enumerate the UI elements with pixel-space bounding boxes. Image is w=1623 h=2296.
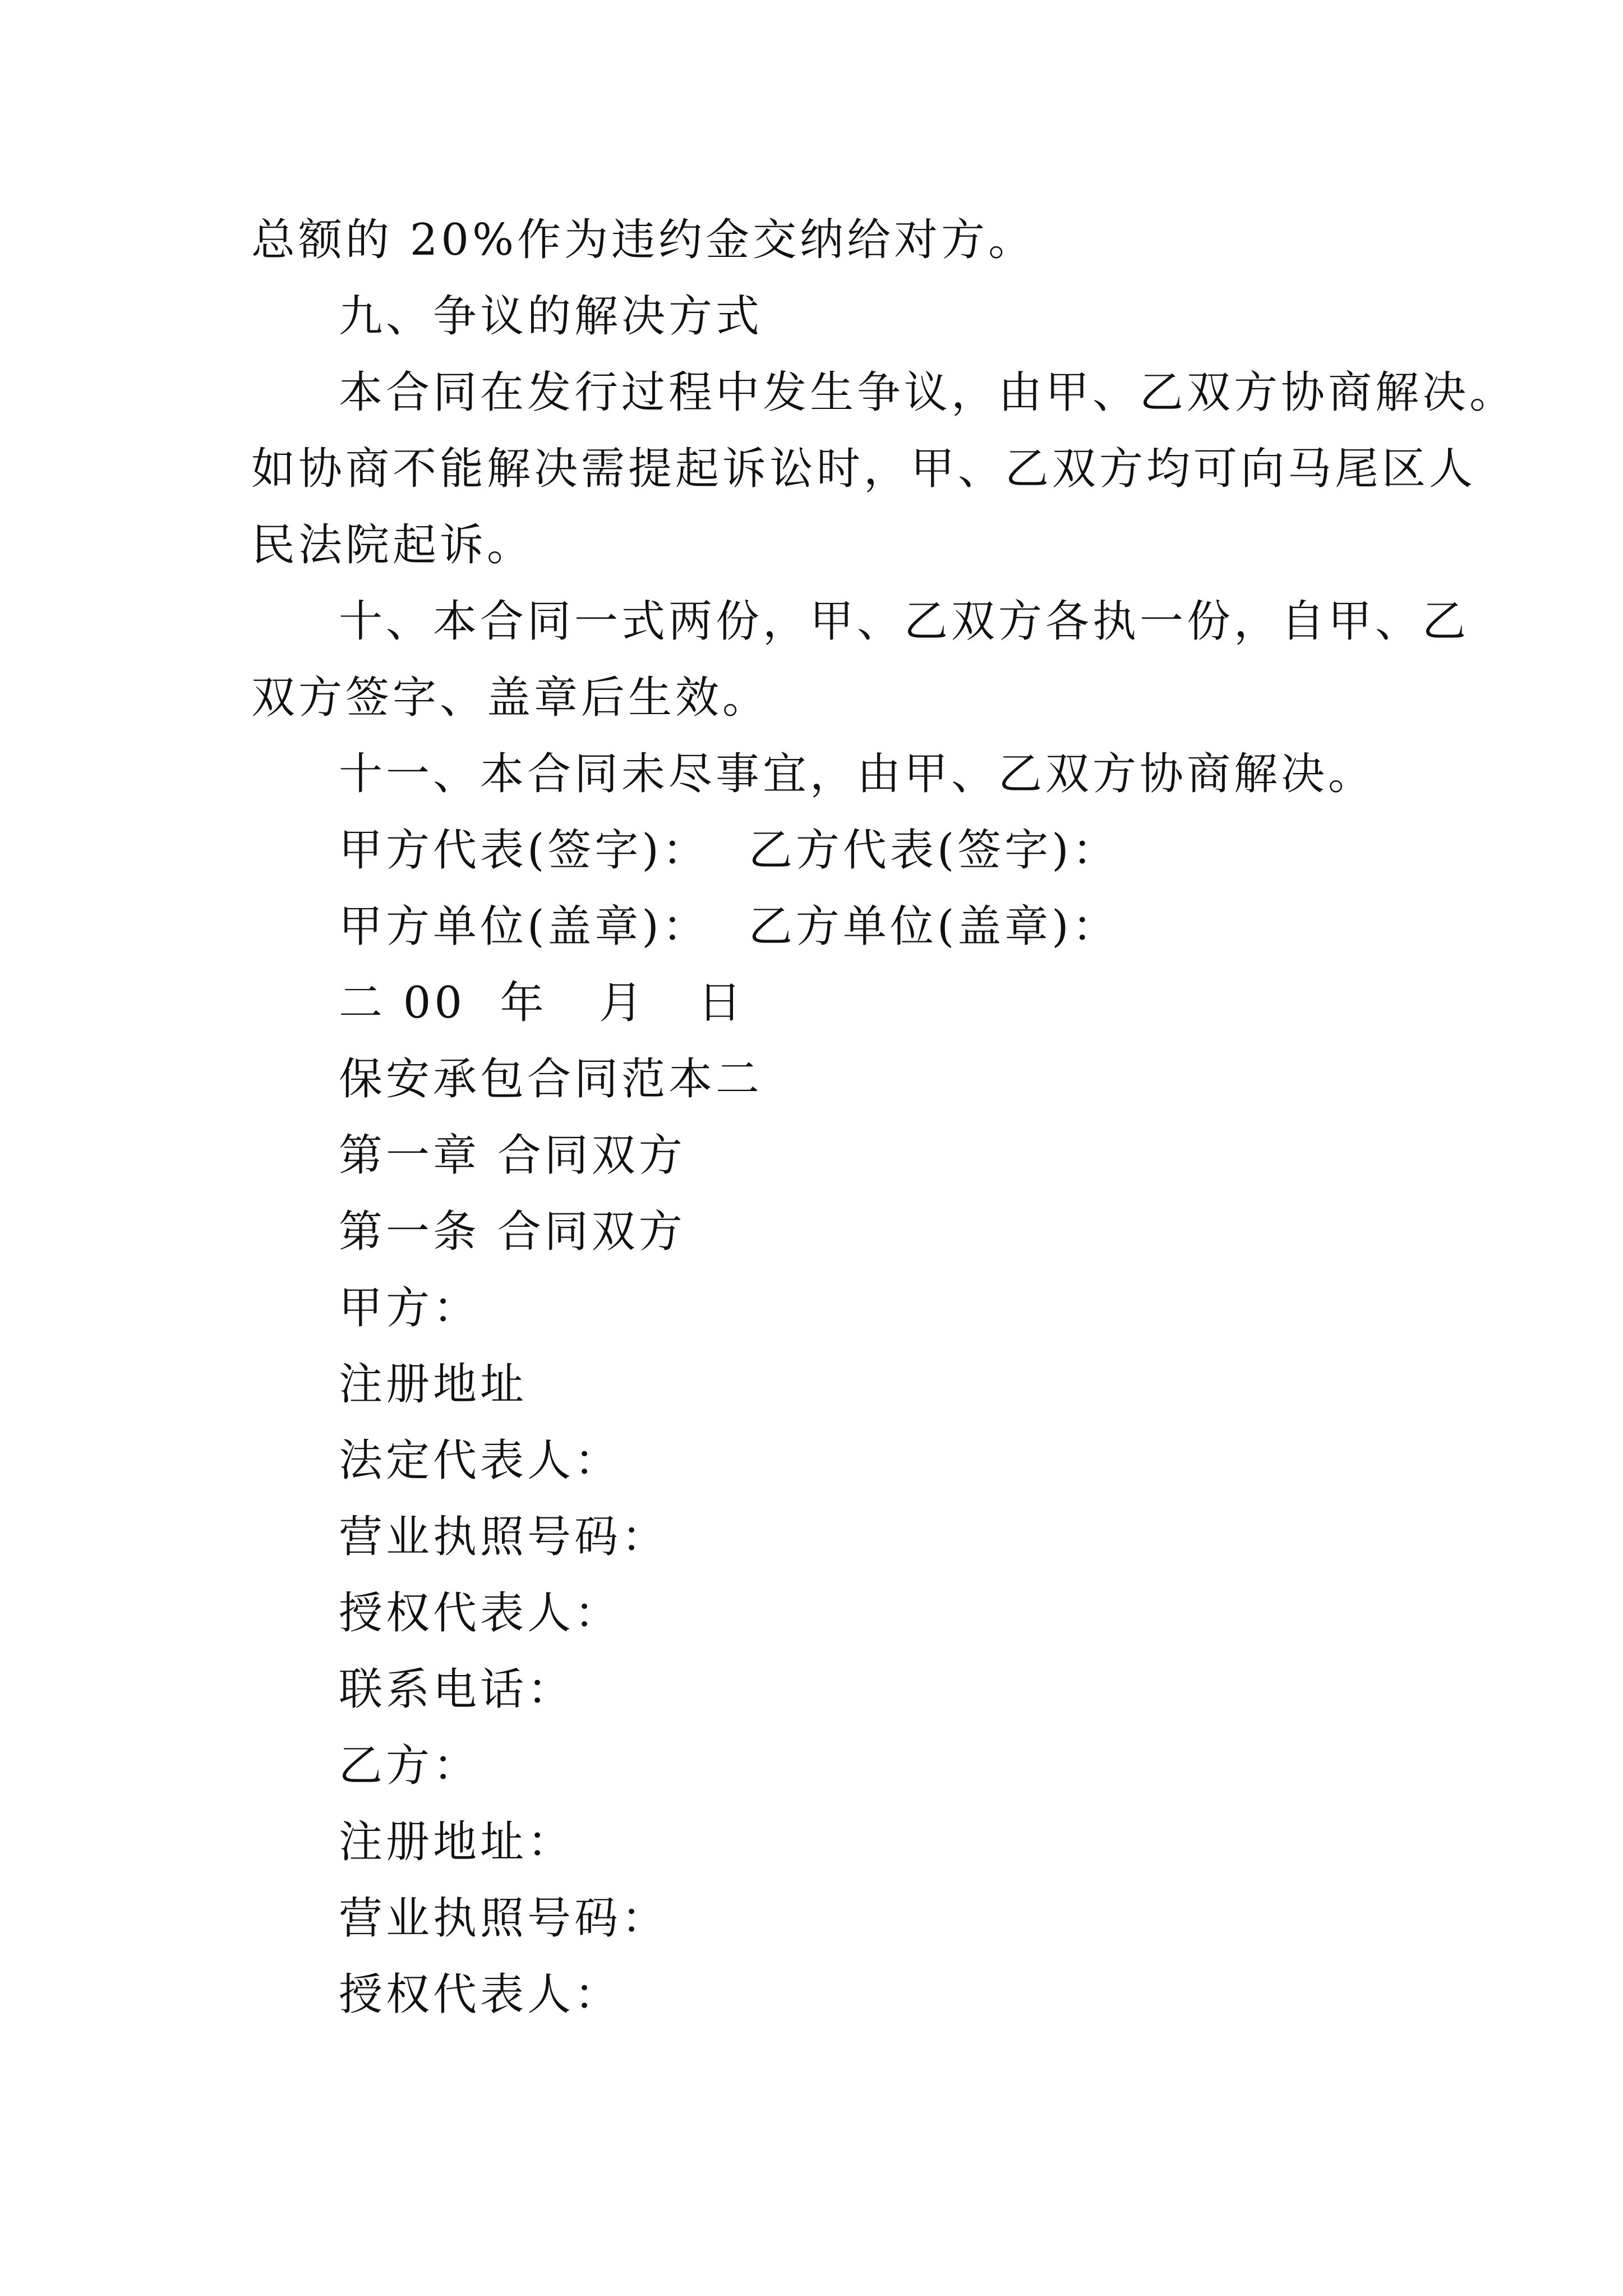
document-body — [251, 202, 1517, 2033]
party-b-label: 乙方： — [339, 1741, 481, 1791]
signature-line — [251, 812, 1390, 889]
legal-representative-label: 法定代表人： — [339, 1435, 622, 1486]
section-heading: 九、争议的解决方式 — [339, 291, 763, 342]
paragraph-line: 本合同在发行过程中发生争议，由甲、乙双方协商解决。 — [339, 367, 1517, 418]
registered-address-label: 注册地址： — [339, 1817, 575, 1867]
business-license-label: 营业执照号码： — [339, 1893, 669, 1944]
chapter-heading: 第一章 合同双方 — [339, 1130, 686, 1181]
authorized-representative-label: 授权代表人： — [339, 1970, 622, 2020]
authorized-representative-label: 授权代表人： — [339, 1588, 622, 1639]
paragraph-line: 十一、本合同未尽事宜，由甲、乙双方协商解决。 — [339, 749, 1376, 799]
party-a-label: 甲方： — [339, 1283, 481, 1333]
party-b-unit-label: 乙方单位(盖章)： — [748, 901, 1119, 952]
seal-line — [251, 889, 1390, 965]
party-a-unit-label: 甲方单位(盖章)： — [339, 901, 709, 952]
paragraph-line: 双方签字、盖章后生效。 — [251, 673, 770, 723]
party-b-representative-label: 乙方代表(签字)： — [748, 825, 1119, 876]
paragraph-line: 十、本合同一式两份，甲、乙双方各执一份，自甲、乙 — [339, 596, 1470, 647]
registered-address-label: 注册地址 — [339, 1359, 528, 1410]
contact-phone-label: 联系电话： — [339, 1664, 575, 1715]
business-license-label: 营业执照号码： — [339, 1512, 669, 1562]
paragraph-line: 总额的 20%作为违约金交纳给对方。 — [251, 215, 1036, 265]
contract-title: 保安承包合同范本二 — [339, 1054, 763, 1105]
paragraph-line: 如协商不能解决需提起诉讼时，甲、乙双方均可向马尾区人 — [251, 444, 1477, 494]
article-heading: 第一条 合同双方 — [339, 1207, 686, 1257]
party-a-representative-label: 甲方代表(签字)： — [339, 825, 709, 876]
paragraph-line: 民法院起诉。 — [251, 520, 534, 570]
date-line: 二 00 年 月 日 — [339, 978, 745, 1028]
